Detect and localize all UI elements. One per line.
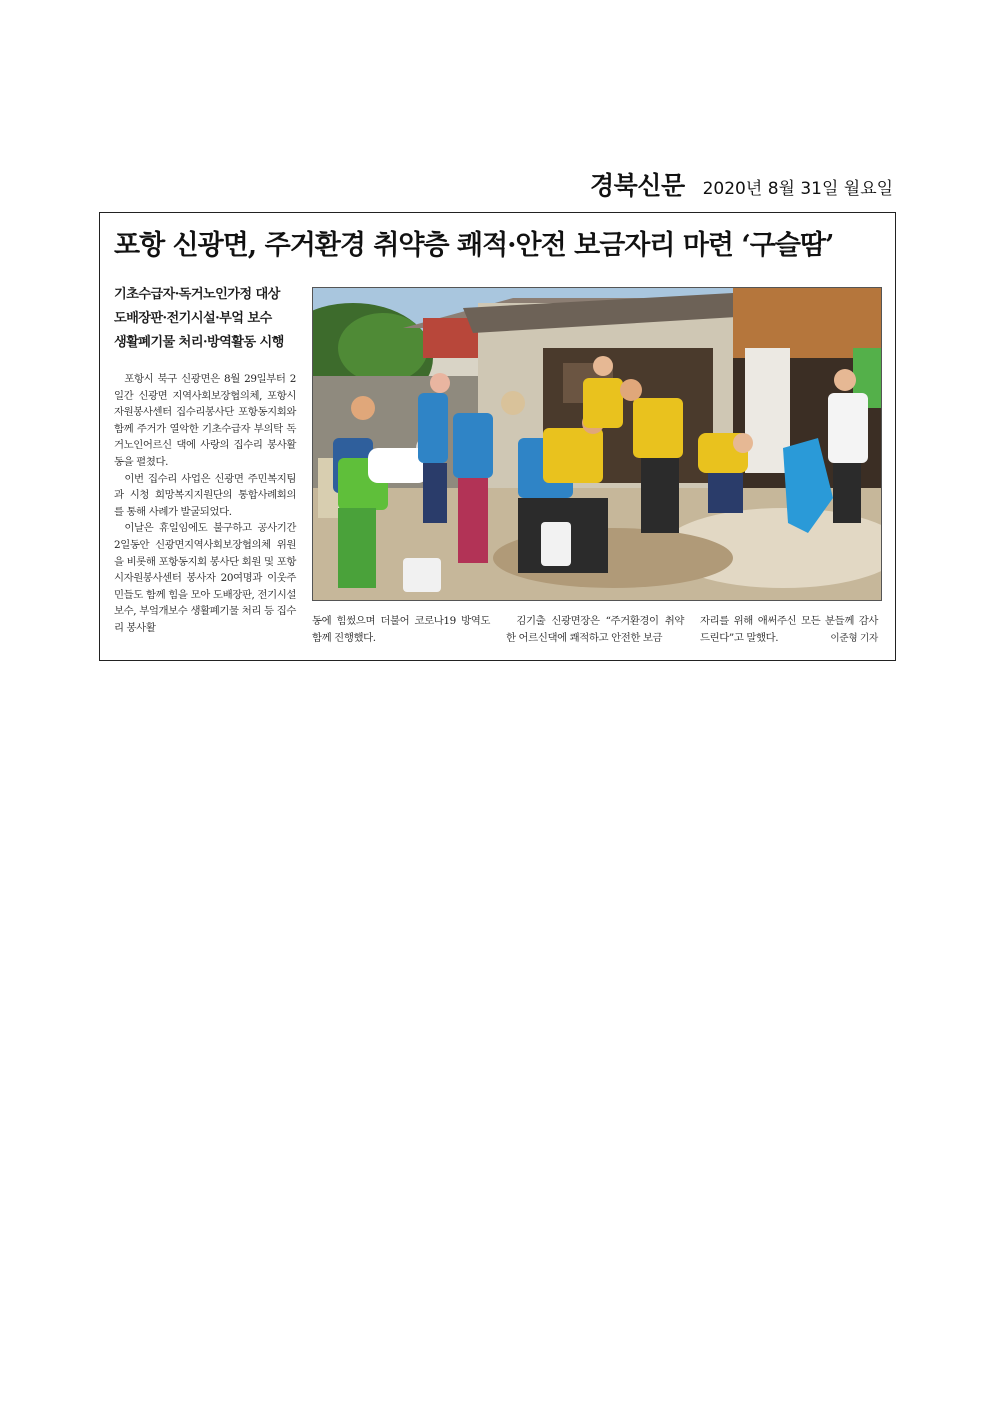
quote-continuation [700, 613, 878, 647]
quote-paragraph: 김기출 신광면장은 “주거환경이 취약한 어르신댁에 쾌적하고 안전한 보금 [506, 615, 684, 644]
body-column-4 [700, 613, 878, 647]
body-column-1 [114, 371, 296, 637]
paragraph-continuation: 동에 힘썼으며 더불어 코로나19 방역도 함께 진행했다. [312, 615, 490, 644]
subhead: 기초수급자·독거노인가정 대상 [114, 287, 280, 302]
subhead: 도배장판·전기시설·부엌 보수 [114, 311, 272, 326]
paper-date: 2020년 8월 31일 월요일 [702, 179, 894, 199]
quote-end: 자리를 위해 애써주신 모든 분들께 감사드린다”고 말했다. [700, 615, 878, 644]
volunteers-photo-illustration [313, 288, 881, 600]
headline: 포항 신광면, 주거환경 취약층 쾌적·안전 보금자리 마련 ‘구슬땀’ [114, 230, 834, 261]
body-column-2 [312, 613, 490, 647]
paragraph: 이번 집수리 사업은 신광면 주민복지팀과 시청 희망복지지원단의 통합사례회의를 통해 사례가 발굴되었다. [114, 472, 296, 518]
article-clipping [99, 212, 896, 661]
body-column-3 [506, 613, 684, 647]
subheads [114, 283, 300, 355]
paper-name: 경북신문 [590, 171, 685, 200]
byline: 이준형 기자 [830, 633, 878, 644]
paragraph: 이날은 휴일임에도 불구하고 공사기간 2일동안 신광면지역사회보장협의체 위원을 비롯해 포항동지회 봉사단 회원 및 포항시자원봉사센터 봉사자 20여명과 이웃주민들도 함께 힘을 모아 도배장판, 전기시설보수, 부엌개보수 생활폐기물 처리 등 집수리 봉사활 [114, 522, 296, 634]
subhead: 생활폐기물 처리·방역활동 시행 [114, 335, 284, 350]
news-photo [312, 287, 882, 601]
paragraph: 포항시 북구 신광면은 8월 29일부터 2일간 신광면 지역사회보장협의체, 포항시자원봉사센터 집수리봉사단 포항동지회와 함께 주거가 열악한 기초수급자 부의탁 독거노인어르신 댁에 사랑의 집수리 봉사활동을 펼쳤다. [114, 373, 296, 468]
masthead [590, 166, 900, 200]
